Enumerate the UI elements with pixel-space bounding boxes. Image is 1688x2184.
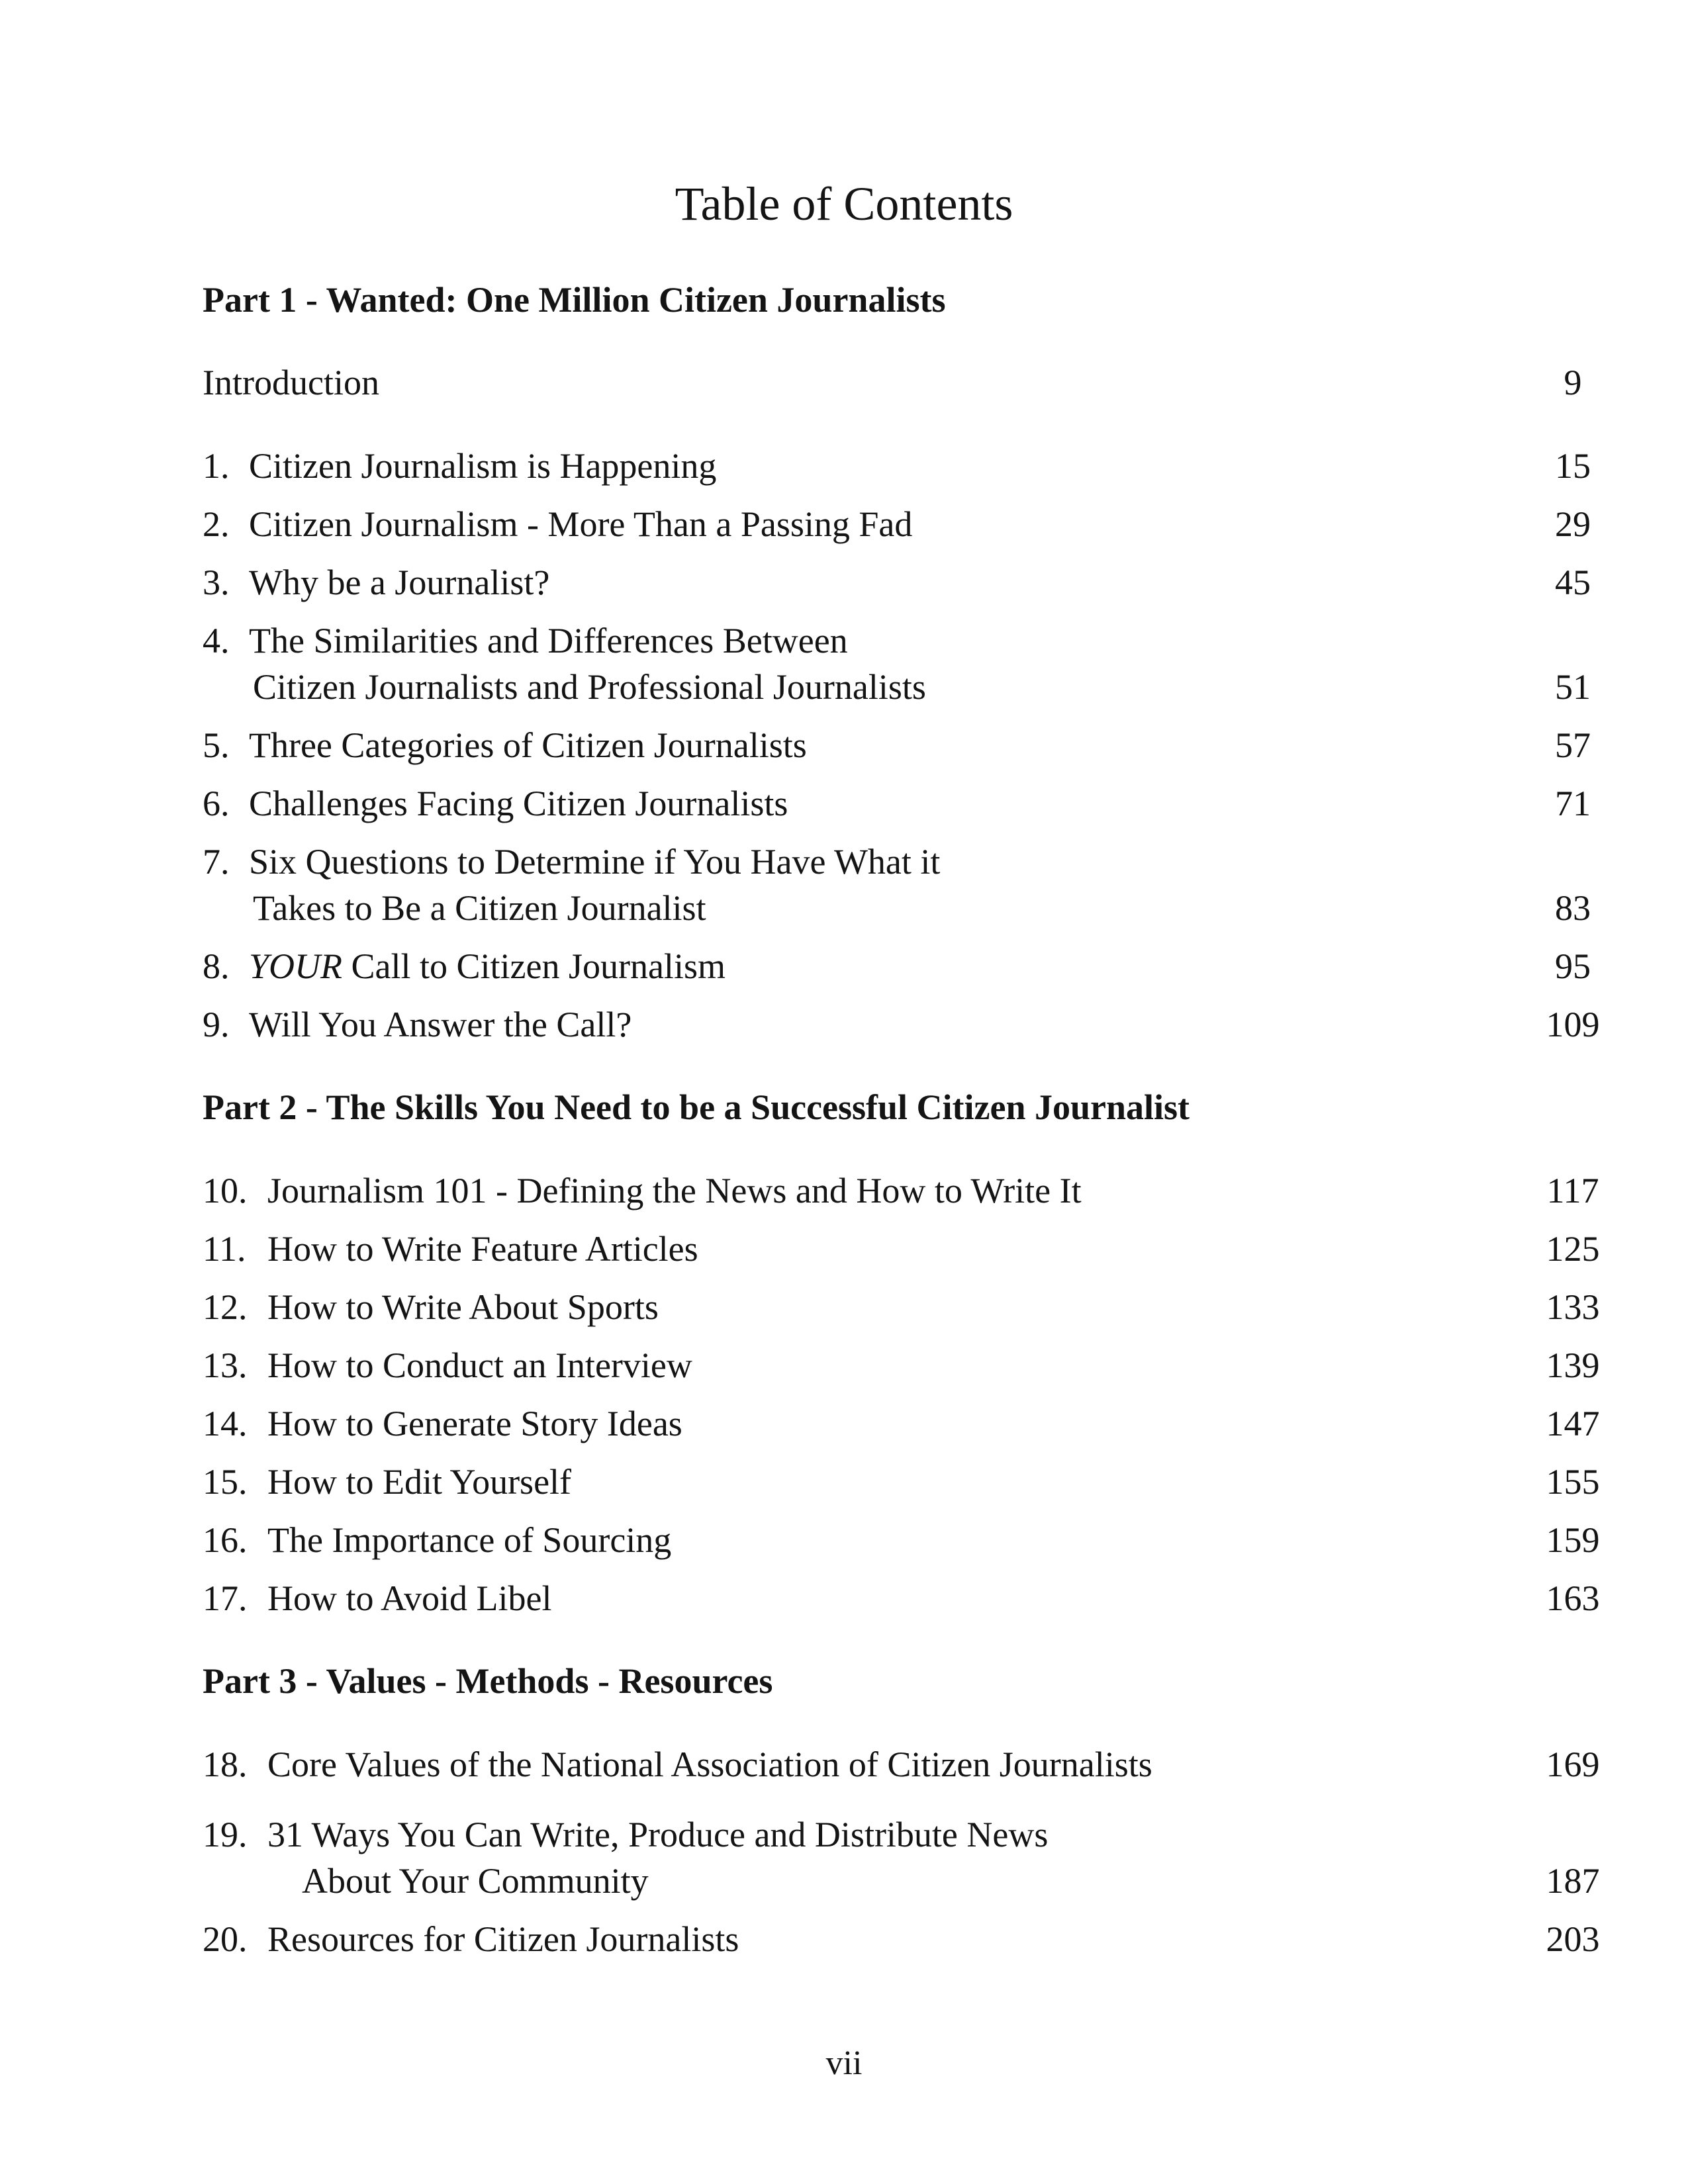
entry-number: 15. (203, 1462, 248, 1502)
entry-title-emphasis: YOUR (249, 946, 343, 986)
entry-page: 9 (1564, 363, 1582, 402)
page-title: Table of Contents (675, 177, 1013, 230)
entry-page: 139 (1546, 1345, 1600, 1385)
entry-page: 187 (1546, 1861, 1600, 1901)
entry-page: 71 (1555, 784, 1591, 823)
entry-page: 169 (1546, 1745, 1600, 1784)
entry-number: 11. (203, 1229, 246, 1269)
entry-page: 159 (1546, 1520, 1600, 1560)
entry-page: 95 (1555, 946, 1591, 986)
entry-title: How to Edit Yourself (267, 1462, 572, 1502)
entry-title: How to Avoid Libel (267, 1578, 552, 1618)
entry-number: 14. (203, 1404, 248, 1443)
entry-number: 10. (203, 1171, 248, 1210)
entry-title: The Importance of Sourcing (267, 1520, 672, 1560)
entry-title: Challenges Facing Citizen Journalists (249, 784, 788, 823)
entry-number: 17. (203, 1578, 248, 1618)
entry-title: Citizen Journalism is Happening (249, 446, 717, 486)
entry-title: Why be a Journalist? (249, 563, 550, 602)
entry-title-continued: Takes to Be a Citizen Journalist (253, 888, 706, 928)
entry-page: 45 (1555, 563, 1591, 602)
entry-page: 15 (1555, 446, 1591, 486)
page-number: vii (825, 2044, 863, 2082)
entry-page: 147 (1546, 1404, 1600, 1443)
entry-number: 18. (203, 1745, 248, 1784)
entry-number: 19. (203, 1815, 248, 1854)
entry-page: 51 (1555, 667, 1591, 707)
part-2-heading: Part 2 - The Skills You Need to be a Successful Citizen Journalist (203, 1087, 1190, 1127)
entry-number: 4. (203, 621, 230, 660)
entry-number: 13. (203, 1345, 248, 1385)
entry-title: How to Write Feature Articles (267, 1229, 698, 1269)
entry-number: 9. (203, 1005, 230, 1044)
entry-title: Resources for Citizen Journalists (267, 1919, 739, 1959)
entry-title: Introduction (203, 363, 379, 402)
entry-number: 5. (203, 725, 230, 765)
entry-title: Six Questions to Determine if You Have What it (249, 842, 941, 882)
entry-title: Will You Answer the Call? (249, 1005, 632, 1044)
entry-page: 155 (1546, 1462, 1600, 1502)
entry-title: Core Values of the National Association of Citizen Journalists (267, 1745, 1152, 1784)
entry-page: 133 (1546, 1287, 1600, 1327)
entry-title: The Similarities and Differences Between (249, 621, 848, 660)
entry-page: 163 (1546, 1578, 1600, 1618)
entry-number: 16. (203, 1520, 248, 1560)
entry-number: 2. (203, 504, 230, 544)
entry-page: 203 (1546, 1919, 1600, 1959)
entry-number: 12. (203, 1287, 248, 1327)
entry-title: How to Generate Story Ideas (267, 1404, 682, 1443)
entry-page: 109 (1546, 1005, 1600, 1044)
entry-page: 57 (1555, 725, 1591, 765)
entry-page: 125 (1546, 1229, 1600, 1269)
entry-title: Journalism 101 - Defining the News and How to Write It (267, 1171, 1082, 1210)
entry-page: 117 (1546, 1171, 1599, 1210)
entry-title: Call to Citizen Journalism (351, 946, 726, 986)
entry-number: 3. (203, 563, 230, 602)
entry-title-continued: About Your Community (302, 1861, 649, 1901)
entry-number: 6. (203, 784, 230, 823)
entry-page: 83 (1555, 888, 1591, 928)
entry-title: Three Categories of Citizen Journalists (249, 725, 807, 765)
part-3-heading: Part 3 - Values - Methods - Resources (203, 1661, 773, 1701)
entry-title: Citizen Journalism - More Than a Passing Fad (249, 504, 913, 544)
part-1-heading: Part 1 - Wanted: One Million Citizen Journalists (203, 280, 946, 320)
entry-page: 29 (1555, 504, 1591, 544)
entry-number: 20. (203, 1919, 248, 1959)
entry-title: How to Conduct an Interview (267, 1345, 692, 1385)
entry-title: 31 Ways You Can Write, Produce and Distribute News (267, 1815, 1049, 1854)
entry-number: 7. (203, 842, 230, 882)
entry-title: How to Write About Sports (267, 1287, 659, 1327)
entry-number: 8. (203, 946, 230, 986)
entry-title-continued: Citizen Journalists and Professional Journalists (253, 667, 926, 707)
entry-number: 1. (203, 446, 230, 486)
